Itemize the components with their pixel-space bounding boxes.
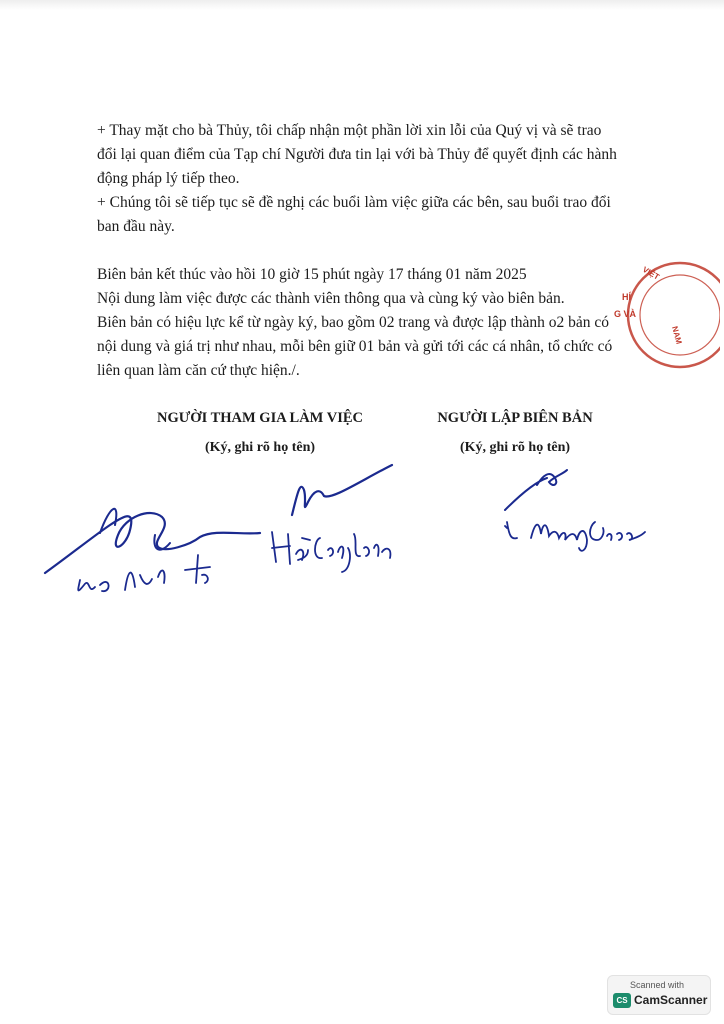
left-signature-note: (Ký, ghi rõ họ tên) <box>204 440 316 455</box>
signature-le-manh-cuong <box>495 460 660 570</box>
official-stamp <box>610 255 720 375</box>
text-line: động pháp lý tiếp theo. <box>97 170 240 187</box>
camscanner-badge <box>607 975 711 1015</box>
text-line: + Thay mặt cho bà Thủy, tôi chấp nhận một phần lời xin lỗi của Quý vị và sẽ trao <box>97 122 602 139</box>
scan-edge <box>0 0 724 10</box>
text-line: đổi lại quan điểm của Tạp chí Người đưa tin lại với bà Thủy để quyết định các hành <box>97 146 617 163</box>
svg-text:NAM: NAM <box>670 325 684 346</box>
svg-text:G VÀ: G VÀ <box>614 309 637 319</box>
scanned-with-label: Scanned with <box>630 980 685 990</box>
text-line: nội dung và giá trị như nhau, mỗi bên giữ 01 bản và gửi tới các cá nhân, tổ chức có <box>97 338 613 355</box>
right-signature-heading: NGƯỜI LẬP BIÊN BẢN <box>437 410 593 426</box>
text-line: Nội dung làm việc được các thành viên thông qua và cùng ký vào biên bản. <box>97 290 565 307</box>
right-signature-note: (Ký, ghi rõ họ tên) <box>459 440 571 455</box>
text-line: ban đầu này. <box>97 218 175 235</box>
signature-ha-cong-luan <box>262 460 402 580</box>
paragraph-response <box>97 119 637 239</box>
text-line: + Chúng tôi sẽ tiếp tục sẽ đề nghị các buổi làm việc giữa các bên, sau buổi trao đổi <box>97 194 611 211</box>
svg-text:HÍ: HÍ <box>622 292 631 302</box>
left-signature-heading: NGƯỜI THAM GIA LÀM VIỆC <box>157 410 363 426</box>
paragraph-closing <box>97 263 637 383</box>
svg-text:VIỆT: VIỆT <box>641 264 661 282</box>
signature-ngo-anh-than <box>40 495 270 615</box>
text-line: Biên bản có hiệu lực kể từ ngày ký, bao gồm 02 trang và được lập thành o2 bản có <box>97 314 610 331</box>
text-line: Biên bản kết thúc vào hồi 10 giờ 15 phút ngày 17 tháng 01 năm 2025 <box>97 266 527 283</box>
camscanner-logo-icon: CS <box>613 993 631 1008</box>
camscanner-brand: CamScanner <box>634 993 708 1007</box>
text-line: liên quan làm căn cứ thực hiện./. <box>97 362 300 379</box>
